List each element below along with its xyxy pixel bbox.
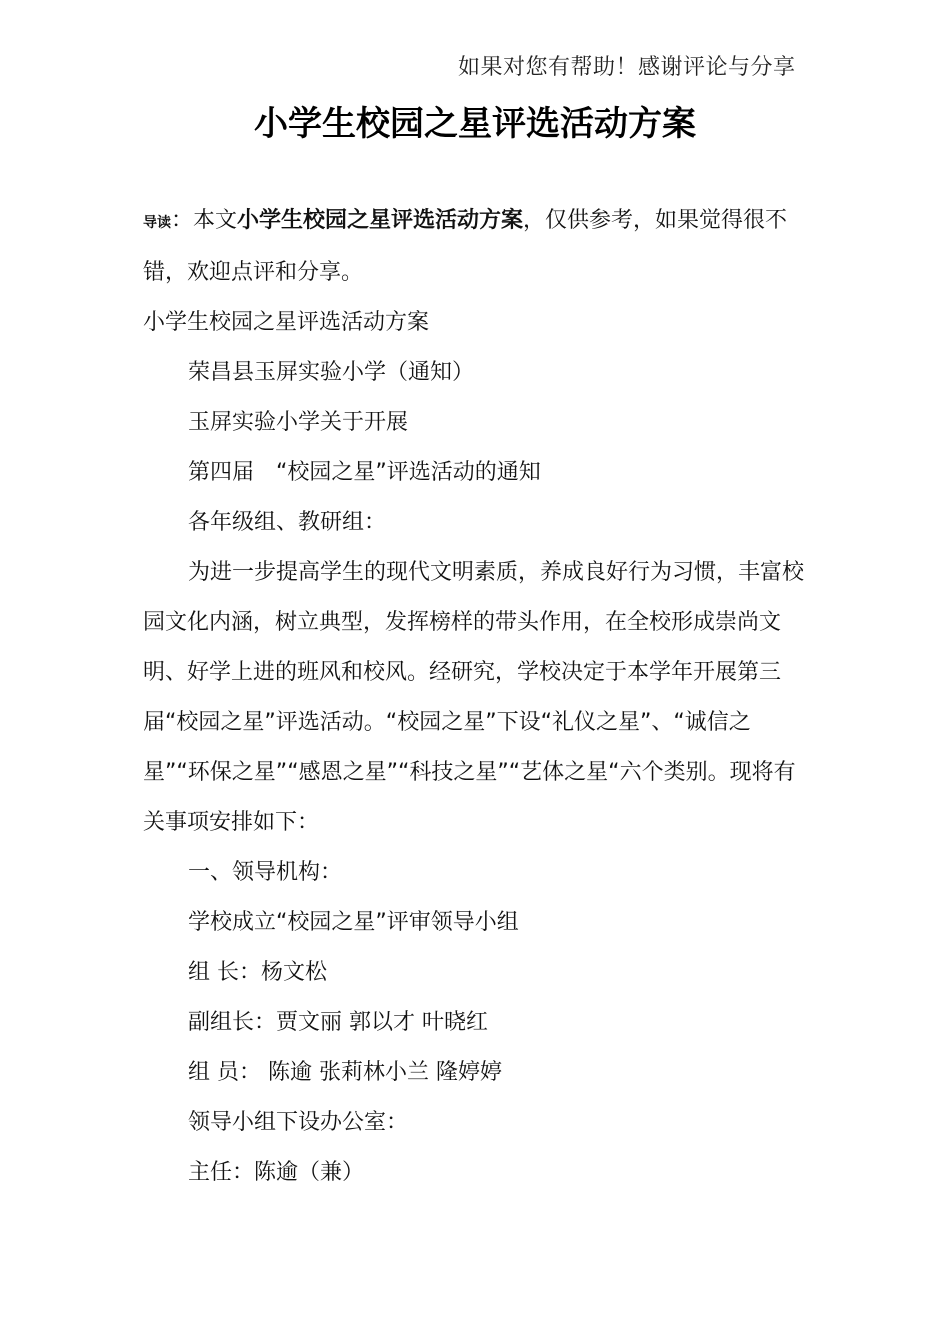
notice-title-line-1: 玉屏实验小学关于开展	[188, 410, 409, 435]
members-line: 组 员： 陈逾 张莉林小兰 隆婷婷	[188, 1060, 502, 1085]
deputy-leader-line: 副组长：贾文丽 郭以才 叶晓红	[188, 1010, 488, 1035]
intro-paragraph	[143, 196, 813, 298]
header-note: 如果对您有帮助！感谢评论与分享	[458, 55, 796, 80]
section-heading-leadership: 一、领导机构：	[188, 860, 343, 885]
intro-prefix: ：本文	[171, 208, 238, 233]
document-title: 小学生校园之星评选活动方案	[254, 104, 696, 144]
director-line: 主任：陈逾（兼）	[188, 1160, 365, 1185]
school-notice-line: 荣昌县玉屏实验小学（通知）	[188, 360, 475, 385]
committee-line: 学校成立“校园之星”评审领导小组	[188, 910, 519, 935]
plan-heading: 小学生校园之星评选活动方案	[143, 310, 430, 335]
intro-suffix: ，仅供参考，如果觉得很不错，欢迎点评和分享。	[143, 208, 788, 285]
intro-label: 导读	[143, 215, 171, 231]
office-line: 领导小组下设办公室：	[188, 1110, 409, 1135]
document-body	[143, 196, 813, 1198]
intro-highlight: 小学生校园之星评选活动方案	[237, 208, 524, 233]
salutation: 各年级组、教研组：	[188, 510, 387, 535]
leader-line: 组 长：杨文松	[188, 960, 327, 985]
notice-title-line-2: 第四届 “校园之星”评选活动的通知	[188, 460, 541, 485]
purpose-paragraph: 为进一步提高学生的现代文明素质，养成良好行为习惯，丰富校园文化内涵，树立典型，发挥榜样的带头作用，在全校形成崇尚文明、好学上进的班风和校风。经研究，学校决定于本学年开展第三届“校园之星”评选活动。“校园之星”下设“礼仪之星”、“诚信之星”“环保之星”“感恩之星”“科技之星”“艺体之星“六个类别。现将有关事项安排如下：	[143, 560, 805, 835]
